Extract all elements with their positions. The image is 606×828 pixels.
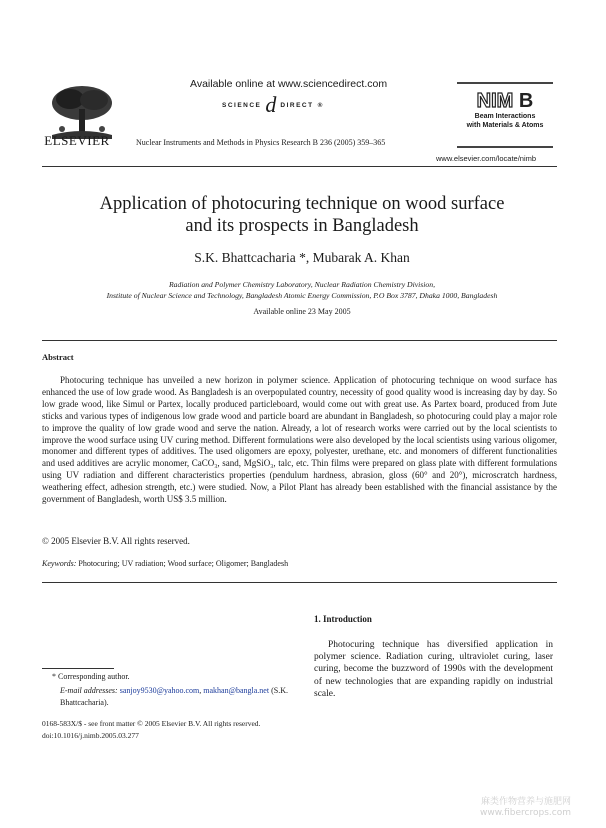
sciencedirect-at-icon: d: [265, 92, 277, 117]
registered-mark: ®: [317, 101, 324, 109]
abstract-heading: Abstract: [42, 352, 74, 362]
abstract-bottom-divider: [42, 582, 557, 583]
elsevier-wordmark: ELSEVIER: [44, 133, 110, 148]
affiliation-line-2: Institute of Nuclear Science and Technology, Bangladesh Atomic Energy Commission, P.O Box 3787, Dhaka 1000, Bangladesh: [106, 291, 498, 300]
article-title: [42, 193, 562, 237]
affiliation-line-1: Radiation and Polymer Chemistry Laboratory, Nuclear Radiation Chemistry Division,: [168, 280, 436, 289]
affiliation: [42, 279, 562, 301]
nim-subtitle-1: Beam Interactions: [474, 113, 536, 120]
nim-b-logo: [457, 82, 553, 148]
nim-logo-b: B: [518, 90, 534, 112]
header-divider: [42, 166, 557, 167]
journal-citation: Nuclear Instruments and Methods in Physics Research B 236 (2005) 359–365: [136, 138, 386, 147]
nim-subtitle-2: with Materials & Atoms: [466, 121, 544, 129]
title-line-2: and its prospects in Bangladesh: [185, 216, 419, 236]
email-addresses: E-mail addresses: sanjoy9530@yahoo.com, makhan@bangla.net (S.K. Bhattcacharia).: [60, 686, 288, 707]
sciencedirect-logo: [222, 94, 324, 116]
keywords: [42, 559, 288, 568]
title-line-1: Application of photocuring technique on wood surface: [99, 194, 505, 214]
email-link-1[interactable]: sanjoy9530@yahoo.com: [119, 686, 200, 695]
watermark-line-1: 麻类作物营养与施肥网: [480, 797, 571, 807]
journal-url[interactable]: www.elsevier.com/locate/nimb: [436, 154, 537, 163]
keywords-label: Keywords:: [42, 559, 77, 568]
authors: S.K. Bhattcacharia *, Mubarak A. Khan: [194, 250, 410, 265]
front-matter-line: 0168-583X/$ - see front matter © 2005 Elsevier B.V. All rights reserved.: [42, 719, 261, 728]
site-watermark: [480, 797, 571, 819]
email-label: E-mail addresses:: [60, 686, 118, 695]
abstract-text: Photocuring technique has unveiled a new horizon in polymer science. Application of photocuring technique on wood surface has enhanced the use of low grade wood. As Bangladesh is an overpopulated country, necessity of good quality wood is increasing day by day. So low grade wood, like Simul or Partex, locally produced particleboard, would come out with great use. As Partex board, produced from Jute sticks and various types of indigenous low grade wood and particle board are abundant in Bangladesh, so photocuring could play a major role to improve the quality of low grade wood and serve the nation. Already, a lot of research works were carried out by the local scientists to improve the wood surface using UV curing method. Different formulations were also developed by the local scientists using various oligomer, monomer and different types of additives. The used oligomers are epoxy, polyester, urethane, etc. and monomers of different functionalities and used additives are acrylic monomer, CaCO₃, sand, MgSiO₃, talc, etc. Thin films were prepared on glass plate with different formulations using UV radiation and different characteristics properties (pendulum hardness, abrasion, gloss (60° and 20°), microscratch hardness, weathering effect, adhesion strength, etc.) were studied. Now, a Pilot Plant has already been established with the financial assistance by the government of Bangladesh, worth US$ 3.5 million.: [42, 375, 557, 505]
introduction-heading: 1. Introduction: [314, 614, 372, 624]
abstract-top-divider: [42, 340, 557, 341]
watermark-line-2: www.fibercrops.com: [480, 808, 571, 818]
available-online-date: Available online 23 May 2005: [253, 307, 351, 316]
sciencedirect-right-word: DIRECT: [280, 101, 314, 109]
nim-logo-text: NIM: [476, 90, 514, 112]
sciencedirect-left-word: SCIENCE: [222, 101, 262, 109]
email-owner: (S.K. Bhattcacharia).: [60, 686, 288, 707]
introduction-text: Photocuring technique has diversified application in polymer science. Radiation curing, ultraviolet curing, laser curing, become the buzzword of 1990s with the development of new technologies that are expanding rapidly on industrial scale.: [314, 640, 553, 699]
front-matter: [42, 718, 260, 742]
keywords-text: Photocuring; UV radiation; Wood surface; Oligomer; Bangladesh: [78, 559, 289, 568]
abstract-copyright: © 2005 Elsevier B.V. All rights reserved.: [42, 536, 190, 546]
footnote-divider: [42, 668, 114, 669]
doi[interactable]: doi:10.1016/j.nimb.2005.03.277: [42, 731, 139, 740]
available-online-text: Available online at www.sciencedirect.com: [190, 78, 388, 90]
corresponding-author-note: * Corresponding author.: [52, 672, 130, 681]
email-link-2[interactable]: makhan@bangla.net: [203, 686, 270, 695]
